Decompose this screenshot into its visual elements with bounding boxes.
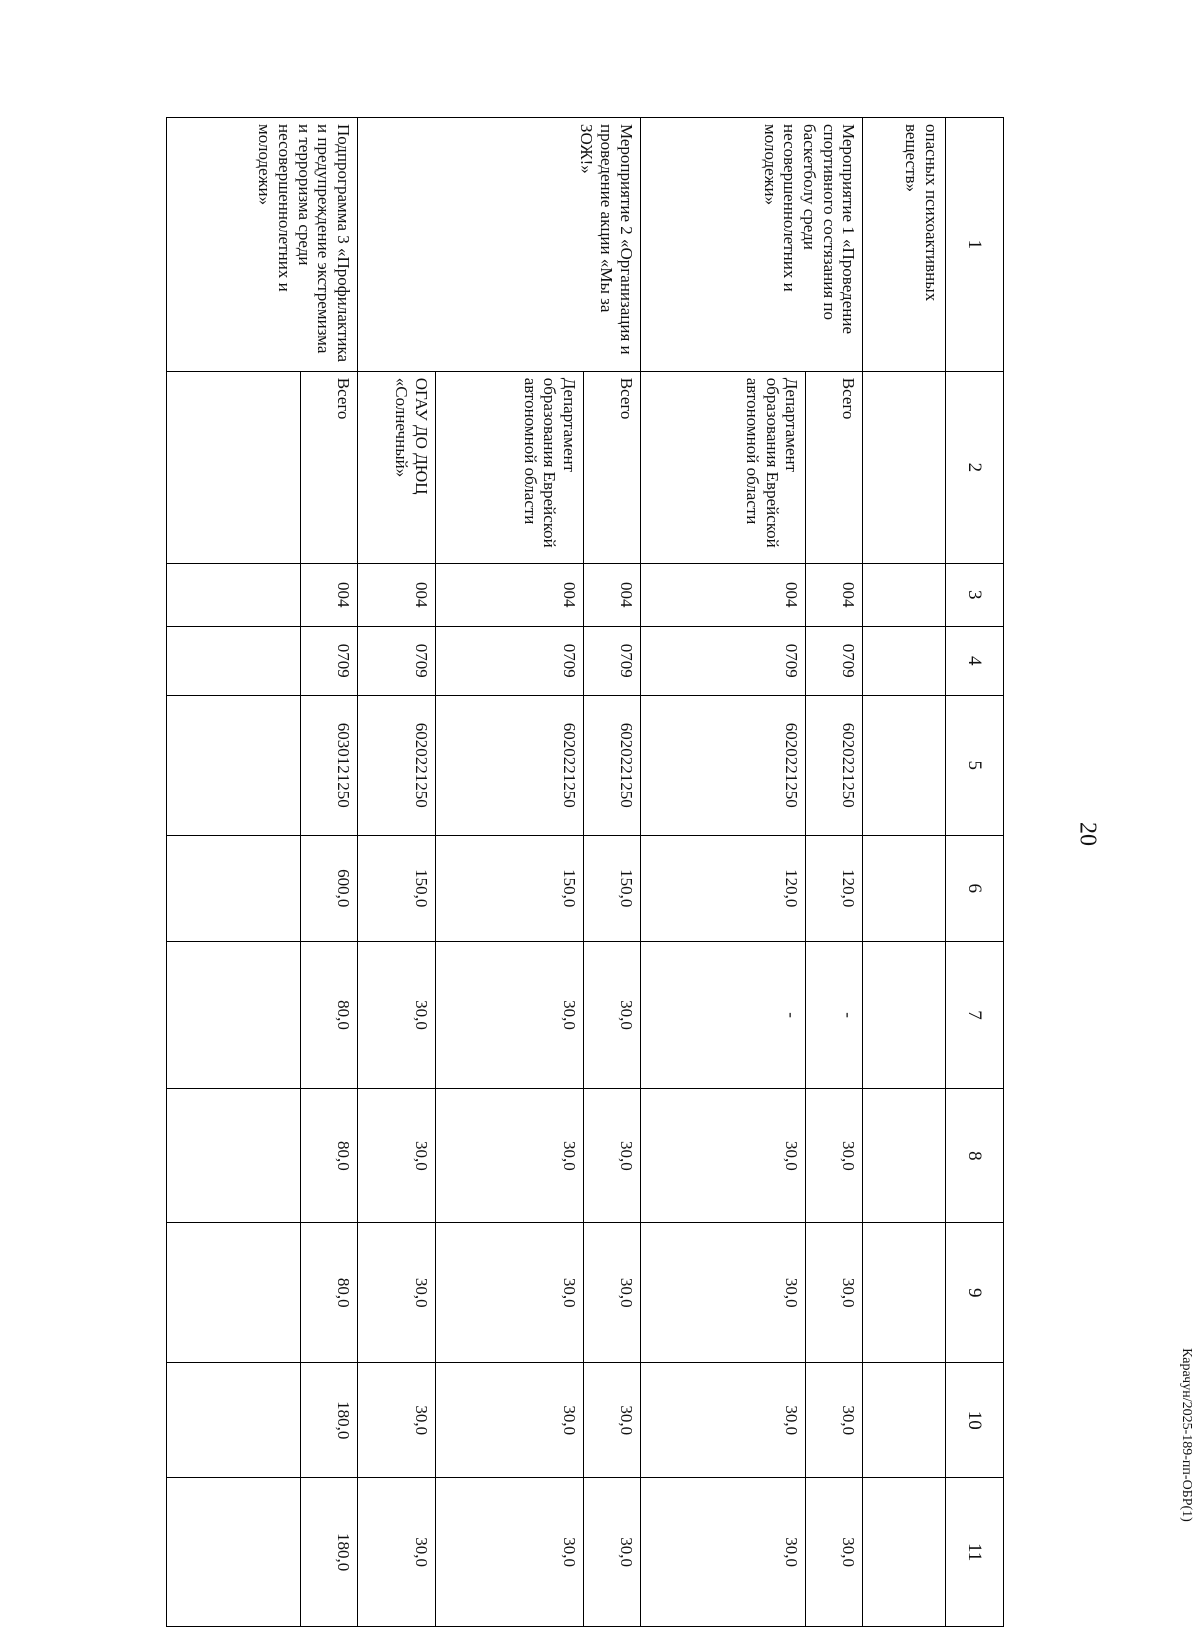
cell-value: 6020221250 <box>357 695 435 835</box>
cell-value: 0709 <box>435 626 583 695</box>
document-code: Карачун/2025-189-пп-ОБР(1) <box>1179 1348 1194 1522</box>
cell-value: 6020221250 <box>806 695 863 835</box>
column-header: 10 <box>946 1363 1004 1478</box>
cell-value: 30,0 <box>640 1223 806 1363</box>
page-number: 20 <box>1074 822 1101 846</box>
cell-value: 30,0 <box>435 1223 583 1363</box>
cell-value: 80,0 <box>300 941 357 1089</box>
cell-value: 80,0 <box>300 1089 357 1223</box>
column-header: 9 <box>946 1223 1004 1363</box>
department-name: Департамент образования Еврейской автономной области <box>640 371 806 563</box>
cell-value: 30,0 <box>640 1478 806 1627</box>
table-row <box>806 118 863 1627</box>
cell-value: 30,0 <box>806 1089 863 1223</box>
cell-value: 30,0 <box>357 1089 435 1223</box>
cell-value: 180,0 <box>300 1363 357 1478</box>
column-header: 5 <box>946 695 1004 835</box>
total-label: Всего <box>300 371 357 563</box>
cell-value: 30,0 <box>357 1223 435 1363</box>
table-row <box>583 118 640 1627</box>
column-header: 6 <box>946 835 1004 941</box>
budget-table <box>166 117 1004 1627</box>
cell-value: 120,0 <box>806 835 863 941</box>
column-header: 3 <box>946 563 1004 626</box>
cell-value: 150,0 <box>357 835 435 941</box>
cell-value: 004 <box>640 563 806 626</box>
organization-name: ОГАУ ДО ДЮЦ «Солнечный» <box>357 371 435 563</box>
cell-value: 30,0 <box>583 941 640 1089</box>
cell-value: 150,0 <box>583 835 640 941</box>
cell-value: 30,0 <box>357 1363 435 1478</box>
cell-value: 180,0 <box>300 1478 357 1627</box>
cell-value: 30,0 <box>583 1223 640 1363</box>
cell-value: 30,0 <box>640 1089 806 1223</box>
cell-value: 30,0 <box>583 1089 640 1223</box>
budget-table-container <box>166 117 1004 1627</box>
cell-value: 0709 <box>583 626 640 695</box>
cell-value: 30,0 <box>806 1478 863 1627</box>
column-header: 4 <box>946 626 1004 695</box>
cell-value: 6020221250 <box>583 695 640 835</box>
table-row <box>300 118 357 1627</box>
cell-value: 004 <box>357 563 435 626</box>
cell-value: 30,0 <box>640 1363 806 1478</box>
column-header: 2 <box>946 371 1004 563</box>
cell-value: - <box>640 941 806 1089</box>
total-label: Всего <box>806 371 863 563</box>
department-name: Департамент образования Еврейской автономной области <box>435 371 583 563</box>
cell-value: 004 <box>583 563 640 626</box>
column-header: 7 <box>946 941 1004 1089</box>
cell-value: 004 <box>300 563 357 626</box>
cell-value: 0709 <box>300 626 357 695</box>
cell-value: 30,0 <box>435 941 583 1089</box>
cell-value: 0709 <box>357 626 435 695</box>
cell-value: 6020221250 <box>640 695 806 835</box>
cell-value: 004 <box>806 563 863 626</box>
cell-value: 30,0 <box>583 1363 640 1478</box>
cell-value: 30,0 <box>435 1478 583 1627</box>
cell-value: 0709 <box>806 626 863 695</box>
cell-value: 120,0 <box>640 835 806 941</box>
cell-value: 6020221250 <box>435 695 583 835</box>
header-row <box>946 118 1004 1627</box>
cell-value: 30,0 <box>435 1089 583 1223</box>
cell-value: 30,0 <box>357 1478 435 1627</box>
column-header: 11 <box>946 1478 1004 1627</box>
cell-value: 600,0 <box>300 835 357 941</box>
cell-value: - <box>806 941 863 1089</box>
cell-value: 30,0 <box>806 1363 863 1478</box>
cell-value: 6030121250 <box>300 695 357 835</box>
continuation-cell: опасных психоактивных веществ» <box>863 118 946 372</box>
subprogram-name: Подпрограмма 3 «Профилактика и предупреждение экстремизма и терроризма среди несовершеннолетних и молодежи» <box>167 118 358 372</box>
cell-value: 150,0 <box>435 835 583 941</box>
column-header: 8 <box>946 1089 1004 1223</box>
table-row <box>863 118 946 1627</box>
column-header: 1 <box>946 118 1004 372</box>
cell-value: 0709 <box>640 626 806 695</box>
cell-value: 30,0 <box>357 941 435 1089</box>
cell-value: 30,0 <box>435 1363 583 1478</box>
total-label: Всего <box>583 371 640 563</box>
cell-value: 30,0 <box>583 1478 640 1627</box>
activity-name: Мероприятие 2 «Организация и проведение акции «Мы за ЗОЖ!» <box>357 118 640 372</box>
cell-value: 80,0 <box>300 1223 357 1363</box>
cell-value: 30,0 <box>806 1223 863 1363</box>
activity-name: Мероприятие 1 «Проведение спортивного состязания по баскетболу среди несовершеннолетних и молодежи» <box>640 118 863 372</box>
cell-value: 004 <box>435 563 583 626</box>
